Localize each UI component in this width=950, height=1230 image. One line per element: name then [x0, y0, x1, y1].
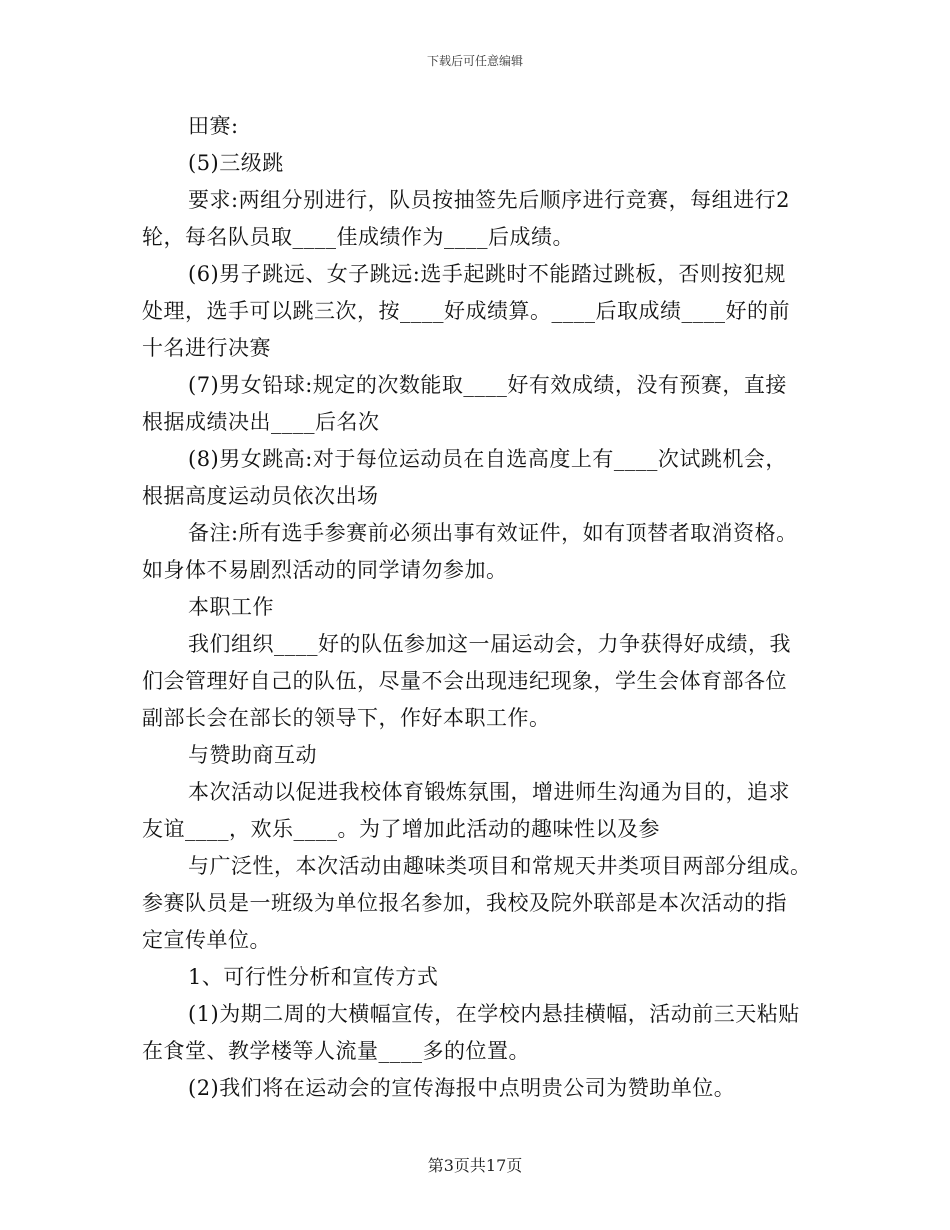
text-line: 十名进行决赛: [142, 336, 271, 360]
text-line: (7)男女铅球:规定的次数能取____好有效成绩，没有预赛，直接: [188, 373, 787, 397]
text-line: (1)为期二周的大横幅宣传，在学校内悬挂横幅，活动前三天粘贴: [188, 1002, 800, 1026]
text-line: 参赛队员是一班级为单位报名参加，我校及院外联部是本次活动的指: [142, 891, 787, 915]
text-line: 根据高度运动员依次出场: [142, 484, 379, 508]
text-line: (8)男女跳高:对于每位运动员在自选高度上有____次试跳机会，: [188, 447, 787, 471]
text-line: 田赛:: [188, 114, 239, 138]
text-line: (6)男子跳远、女子跳远:选手起跳时不能踏过跳板，否则按犯规: [188, 262, 786, 286]
text-line: 根据成绩决出____后名次: [142, 410, 380, 434]
text-line: 轮，每名队员取____佳成绩作为____后成绩。: [142, 225, 574, 249]
text-line: 我们组织____好的队伍参加这一届运动会，力争获得好成绩，我: [188, 632, 791, 656]
text-line: 与赞助商互动: [188, 743, 317, 767]
text-line: 友谊____，欢乐____。为了增加此活动的趣味性以及参: [142, 817, 660, 841]
text-line: 副部长会在部长的领导下，作好本职工作。: [142, 706, 551, 730]
page-header: 下载后可任意编辑: [426, 54, 523, 68]
text-line: 如身体不易剧烈活动的同学请勿参加。: [142, 558, 508, 582]
text-line: 备注:所有选手参赛前必须出事有效证件，如有顶替者取消资格。: [188, 521, 798, 545]
document-body: [142, 108, 812, 1107]
text-line: 本职工作: [188, 595, 274, 619]
text-line: (2)我们将在运动会的宣传海报中点明贵公司为赞助单位。: [188, 1076, 736, 1100]
text-line: 在食堂、教学楼等人流量____多的位置。: [142, 1039, 530, 1063]
text-line: 与广泛性，本次活动由趣味类项目和常规天井类项目两部分组成。: [188, 854, 812, 878]
text-line: 1、可行性分析和宣传方式: [188, 965, 439, 989]
page-footer: 第3页共17页: [427, 1156, 523, 1175]
text-line: 处理，选手可以跳三次，按____好成绩算。____后取成绩____好的前: [142, 299, 790, 323]
text-line: 定宣传单位。: [142, 928, 271, 952]
text-line: 要求:两组分别进行，队员按抽签先后顺序进行竞赛，每组进行2: [188, 188, 790, 212]
text-line: 本次活动以促进我校体育锻炼氛围，增进师生沟通为目的，追求: [188, 780, 790, 804]
text-line: 们会管理好自己的队伍，尽量不会出现违纪现象，学生会体育部各位: [142, 669, 787, 693]
text-line: (5)三级跳: [188, 151, 284, 175]
